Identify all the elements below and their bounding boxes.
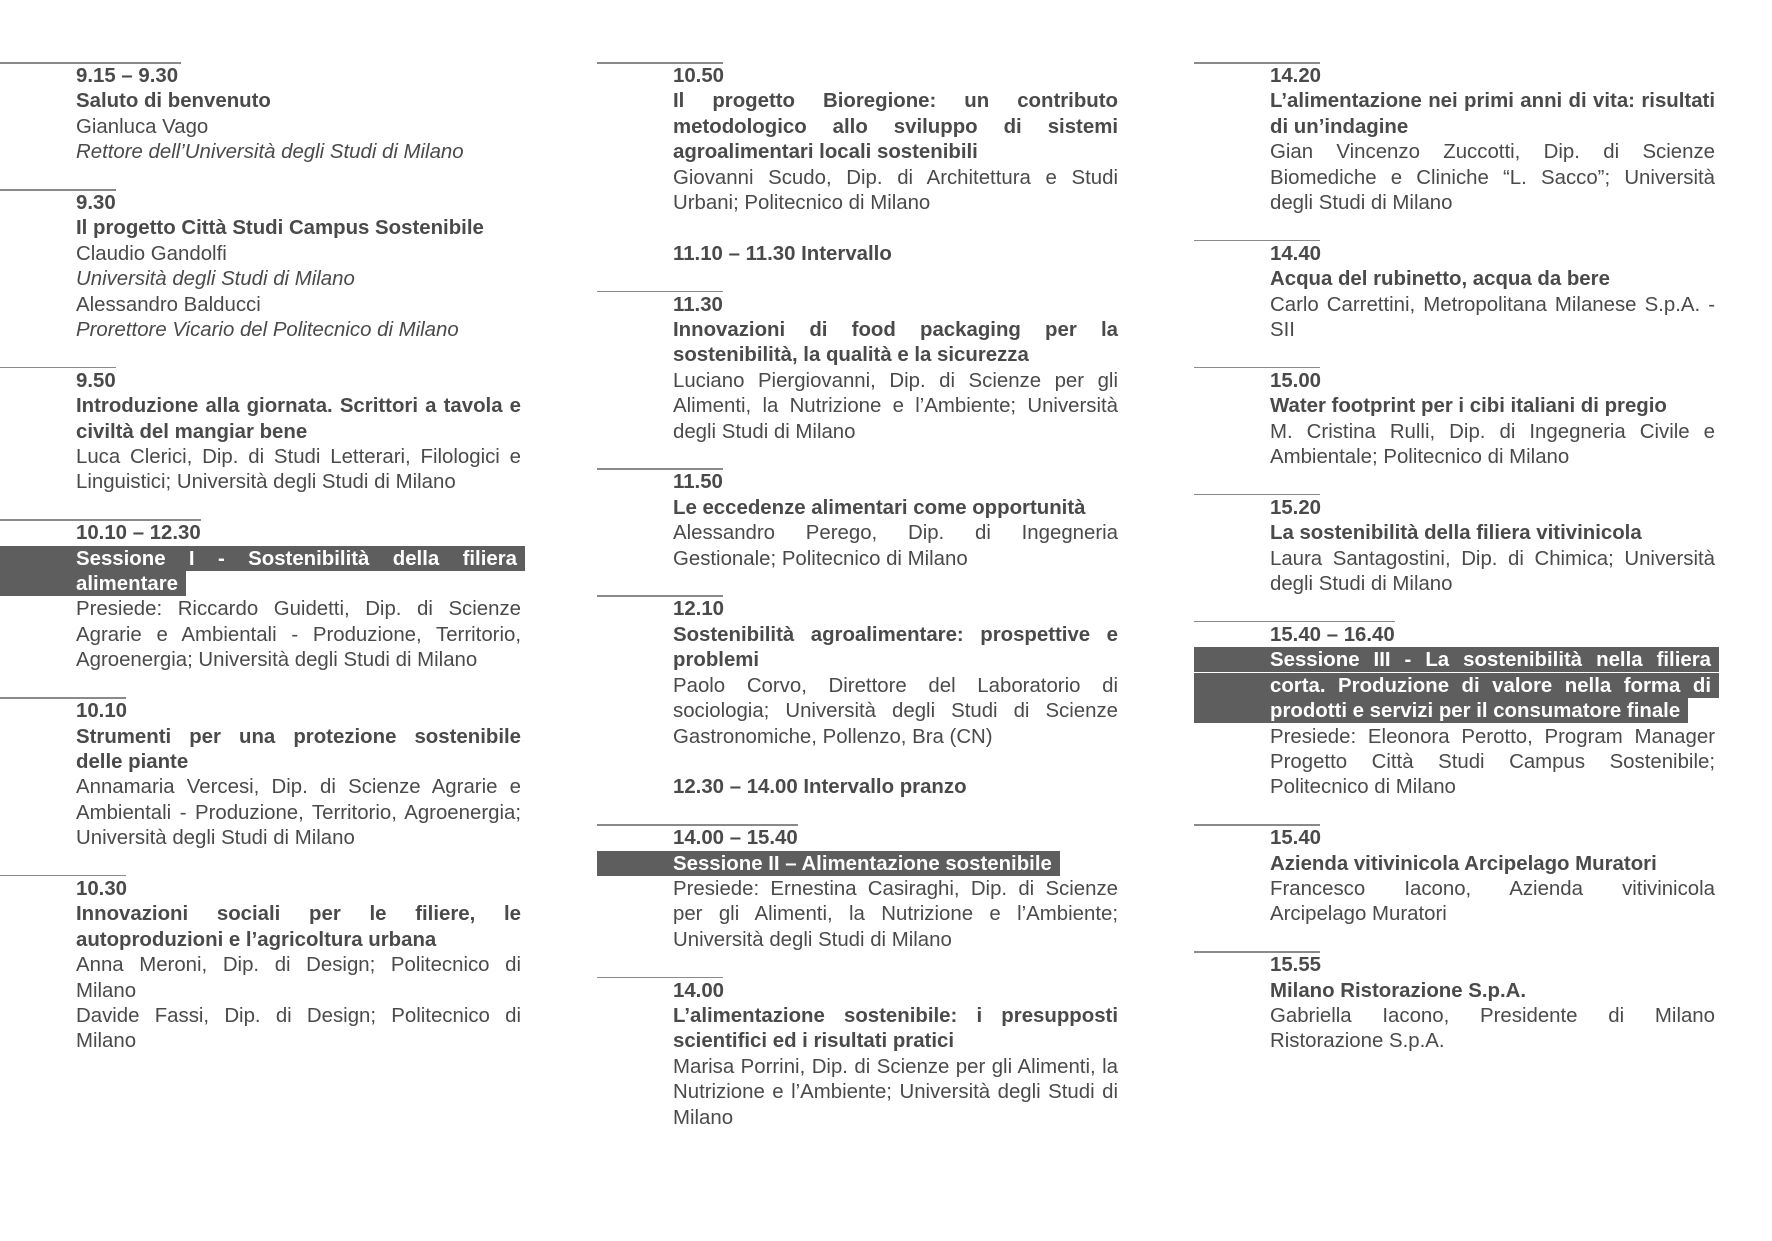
speaker-text: Giovanni Scudo, Dip. di Architettura e Studi Urbani; Politecnico di Milano xyxy=(673,166,1118,215)
separator-rule xyxy=(597,62,723,64)
talk-title: La sostenibilità della filiera vitivinicola xyxy=(1270,522,1642,545)
speaker-text: M. Cristina Rulli, Dip. di Ingegneria Civile e Ambientale; Politecnico di Milano xyxy=(1270,420,1715,469)
speaker-text: Gianluca Vago xyxy=(76,115,209,138)
speaker-text: Gabriella Iacono, Presidente di Milano Ristorazione S.p.A. xyxy=(1270,1004,1715,1053)
affiliation-text: Rettore dell’Università degli Studi di Milano xyxy=(76,141,464,164)
speaker-text: Presiede: Riccardo Guidetti, Dip. di Scienze Agrarie e Ambientali - Produzione, Territorio, Agroenergia; Università degli Studi di Milano xyxy=(76,598,521,672)
program-item xyxy=(1270,496,1715,598)
program-item xyxy=(1270,826,1715,928)
separator-rule xyxy=(0,367,116,369)
program-item xyxy=(76,877,521,1055)
time-label: 15.00 xyxy=(1270,369,1322,392)
talk-title: Saluto di benvenuto xyxy=(76,90,271,113)
separator-rule xyxy=(1194,951,1320,953)
session-title xyxy=(1270,648,1715,724)
talk-title: L’alimentazione sostenibile: i presupposti scientifici ed i risultati pratici xyxy=(673,1004,1118,1053)
session-title xyxy=(673,852,1118,877)
talk-title: Water footprint per i cibi italiani di pregio xyxy=(1270,395,1667,418)
program-item xyxy=(673,293,1118,445)
program-item xyxy=(673,597,1118,749)
time-label: 15.40 – 16.40 xyxy=(1270,623,1395,646)
break-item xyxy=(673,242,1118,267)
program-column-1 xyxy=(76,64,521,1080)
time-label: 9.30 xyxy=(76,192,116,215)
time-label: 12.10 xyxy=(673,598,725,621)
time-label: 14.40 xyxy=(1270,242,1322,265)
time-label: 10.10 xyxy=(76,700,128,723)
speaker-text: Presiede: Ernestina Casiraghi, Dip. di Scienze per gli Alimenti, la Nutrizione e l’Ambiente; Università degli Studi di Milano xyxy=(673,877,1118,951)
speaker-text: Anna Meroni, Dip. di Design; Politecnico di Milano xyxy=(76,954,521,1002)
session-title-text: Sessione I - Sostenibilità della filiera alimentare xyxy=(76,547,521,596)
speaker-text: Davide Fassi, Dip. di Design; Politecnico di Milano xyxy=(76,1004,521,1053)
talk-title: Innovazioni di food packaging per la sostenibilità, la qualità e la sicurezza xyxy=(673,319,1118,367)
time-label: 9.15 – 9.30 xyxy=(76,65,179,87)
talk-title: Innovazioni sociali per le filiere, le autoproduzioni e l’agricoltura urbana xyxy=(76,903,521,951)
session-title-text: Sessione III - La sostenibilità nella filiera corta. Produzione di valore nella forma di prodotti e servizi per il consumatore finale xyxy=(1270,648,1715,723)
separator-rule xyxy=(0,62,181,64)
time-label: 11.10 – 11.30 Intervallo xyxy=(673,242,892,265)
separator-rule xyxy=(597,977,723,979)
session-block xyxy=(673,826,1118,953)
talk-title: L’alimentazione nei primi anni di vita: risultati di un’indagine xyxy=(1270,90,1715,138)
talk-title: Le eccedenze alimentari come opportunità xyxy=(673,496,1086,519)
affiliation-text: Università degli Studi di Milano xyxy=(76,268,355,291)
speaker-text: Marisa Porrini, Dip. di Scienze per gli Alimenti, la Nutrizione e l’Ambiente; Università degli Studi di Milano xyxy=(673,1055,1118,1129)
time-label: 15.20 xyxy=(1270,496,1322,519)
separator-rule xyxy=(0,189,116,191)
talk-title: Introduzione alla giornata. Scrittori a tavola e civiltà del mangiar bene xyxy=(76,395,521,443)
program-item xyxy=(1270,953,1715,1055)
break-item xyxy=(673,775,1118,800)
speaker-text: Presiede: Eleonora Perotto, Program Manager Progetto Città Studi Campus Sostenibile; Politecnico di Milano xyxy=(1270,725,1715,799)
separator-rule xyxy=(1194,621,1395,623)
program-item xyxy=(76,369,521,496)
talk-title: Sostenibilità agroalimentare: prospettive e problemi xyxy=(673,623,1118,672)
separator-rule xyxy=(0,875,126,877)
time-label: 11.50 xyxy=(673,471,723,494)
talk-title: Strumenti per una protezione sostenibile delle piante xyxy=(76,725,521,773)
speaker-text: Paolo Corvo, Direttore del Laboratorio di sociologia; Università degli Studi di Scienze Gastronomiche, Pollenzo, Bra (CN) xyxy=(673,674,1118,748)
time-label: 10.30 xyxy=(76,877,128,900)
speaker-text: Laura Santagostini, Dip. di Chimica; Università degli Studi di Milano xyxy=(1270,547,1715,596)
time-label: 10.50 xyxy=(673,65,725,87)
separator-rule xyxy=(597,291,723,293)
time-label: 14.20 xyxy=(1270,65,1322,87)
speaker-text: Claudio Gandolfi xyxy=(76,242,227,265)
speaker-text: Annamaria Vercesi, Dip. di Scienze Agrarie e Ambientali - Produzione, Territorio, Agroenergia; Università degli Studi di Milano xyxy=(76,776,521,850)
time-label: 10.10 – 12.30 xyxy=(76,522,201,545)
time-label: 14.00 – 15.40 xyxy=(673,827,798,850)
separator-rule xyxy=(1194,494,1320,496)
speaker-text: Gian Vincenzo Zuccotti, Dip. di Scienze Biomediche e Cliniche “L. Sacco”; Università degli Studi di Milano xyxy=(1270,141,1715,215)
speaker-text: Francesco Iacono, Azienda vitivinicola Arcipelago Muratori xyxy=(1270,877,1715,926)
speaker-text: Luciano Piergiovanni, Dip. di Scienze per gli Alimenti, la Nutrizione e l’Ambiente; Università degli Studi di Milano xyxy=(673,369,1118,443)
separator-rule xyxy=(597,468,723,470)
time-label: 12.30 – 14.00 Intervallo pranzo xyxy=(673,776,967,799)
program-item xyxy=(673,470,1118,572)
program-item xyxy=(76,64,521,166)
program-item xyxy=(673,979,1118,1131)
session-title xyxy=(76,547,521,598)
program-item xyxy=(1270,242,1715,344)
talk-title: Azienda vitivinicola Arcipelago Muratori xyxy=(1270,852,1657,875)
session-block xyxy=(1270,623,1715,801)
program-item xyxy=(76,699,521,851)
time-label: 9.50 xyxy=(76,369,116,392)
time-label: 15.40 xyxy=(1270,827,1322,850)
program-column-2 xyxy=(673,64,1118,1156)
separator-rule xyxy=(0,697,126,699)
speaker-text: Alessandro Balducci xyxy=(76,293,261,316)
talk-title: Acqua del rubinetto, acqua da bere xyxy=(1270,268,1610,291)
program-item xyxy=(1270,369,1715,471)
talk-title: Il progetto Bioregione: un contributo metodologico allo sviluppo di sistemi agroalimentari locali sostenibili xyxy=(673,90,1118,164)
affiliation-text: Prorettore Vicario del Politecnico di Milano xyxy=(76,319,459,342)
separator-rule xyxy=(1194,62,1320,64)
session-heading xyxy=(76,547,521,598)
separator-rule xyxy=(1194,367,1320,369)
speaker-text: Alessandro Perego, Dip. di Ingegneria Gestionale; Politecnico di Milano xyxy=(673,522,1118,570)
program-item xyxy=(1270,64,1715,216)
program-item xyxy=(76,191,521,343)
talk-title: Milano Ristorazione S.p.A. xyxy=(1270,979,1527,1002)
speaker-text: Carlo Carrettini, Metropolitana Milanese S.p.A. - SII xyxy=(1270,293,1715,342)
separator-rule xyxy=(0,519,201,521)
session-heading xyxy=(1270,648,1715,724)
time-label: 11.30 xyxy=(673,293,723,316)
speaker-text: Luca Clerici, Dip. di Studi Letterari, Filologici e Linguistici; Università degli Studi di Milano xyxy=(76,446,521,494)
session-heading xyxy=(673,852,1118,877)
separator-rule xyxy=(597,595,723,597)
session-title-text: Sessione II – Alimentazione sostenibile xyxy=(673,852,1056,876)
program-column-3 xyxy=(1270,64,1715,1080)
time-label: 15.55 xyxy=(1270,954,1322,977)
session-block xyxy=(76,521,521,673)
separator-rule xyxy=(597,824,798,826)
talk-title: Il progetto Città Studi Campus Sostenibile xyxy=(76,217,484,240)
time-label: 14.00 xyxy=(673,979,725,1002)
separator-rule xyxy=(1194,824,1320,826)
program-item xyxy=(673,64,1118,216)
separator-rule xyxy=(1194,240,1320,242)
